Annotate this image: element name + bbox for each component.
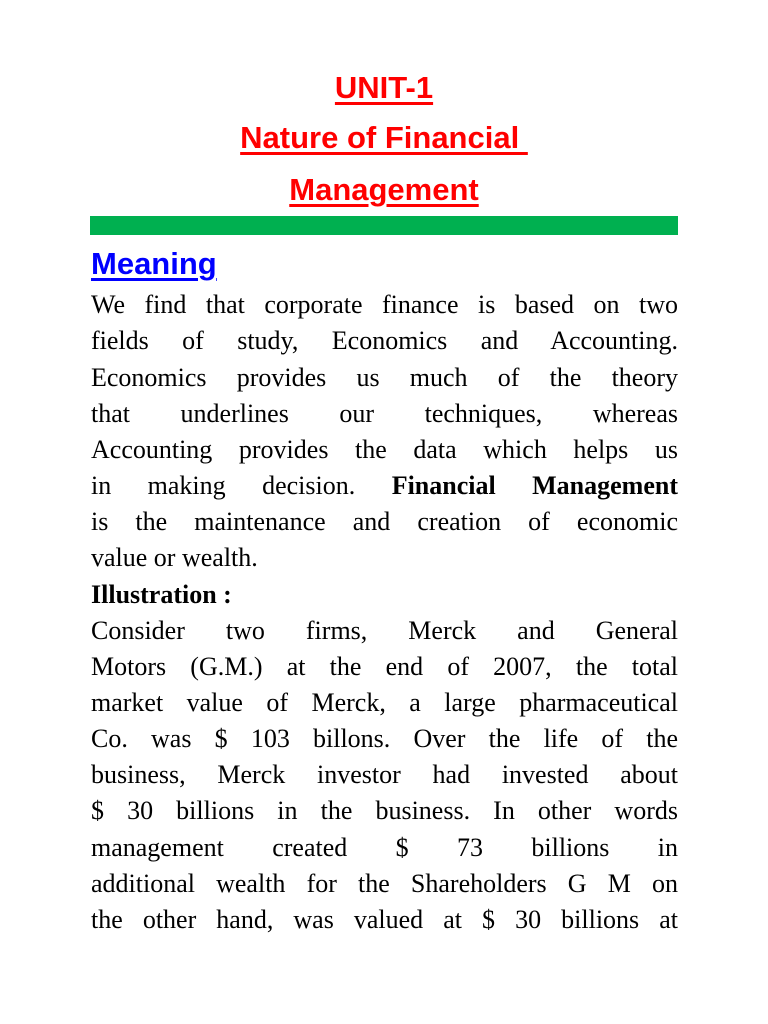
paragraph-2-line-1: Consider two firms, Merck and General (91, 616, 678, 645)
paragraph-1-line-5: Accounting provides the data which helps us (91, 435, 678, 464)
chapter-title-line-2: Management (289, 172, 479, 207)
paragraph-2-line-6: $ 30 billions in the business. In other words (91, 796, 678, 825)
chapter-title-line-1: Nature of Financial (240, 120, 528, 155)
paragraph-2-line-2: Motors (G.M.) at the end of 2007, the total (91, 652, 678, 681)
paragraph-1-line-3: Economics provides us much of the theory (91, 363, 678, 392)
paragraph-2-line-5: business, Merck investor had invested about (91, 760, 678, 789)
paragraph-2-line-4: Co. was $ 103 billons. Over the life of the (91, 724, 678, 753)
green-divider (90, 216, 678, 235)
paragraph-2-line-3: market value of Merck, a large pharmaceutical (91, 688, 678, 717)
paragraph-1-line-8: value or wealth. (91, 543, 258, 572)
paragraph-1-line-1: We find that corporate finance is based on two (91, 290, 678, 319)
paragraph-1-line-6 (91, 469, 678, 503)
illustration-label: Illustration : (91, 580, 232, 609)
section-heading-meaning: Meaning (91, 246, 217, 281)
paragraph-1-line-6-text: in making decision. (91, 471, 392, 500)
paragraph-1-line-2: fields of study, Economics and Accounting. (91, 326, 678, 355)
unit-title: UNIT-1 (334, 70, 434, 105)
paragraph-1-line-7: is the maintenance and creation of economic (91, 507, 678, 536)
paragraph-2-line-7: management created $ 73 billions in (91, 833, 678, 862)
paragraph-2-line-8: additional wealth for the Shareholders G M on (91, 869, 678, 898)
paragraph-1-line-4: that underlines our techniques, whereas (91, 399, 678, 428)
paragraph-2-line-9: the other hand, was valued at $ 30 billions at (91, 905, 678, 934)
financial-management-term: Financial Management (391, 471, 678, 500)
